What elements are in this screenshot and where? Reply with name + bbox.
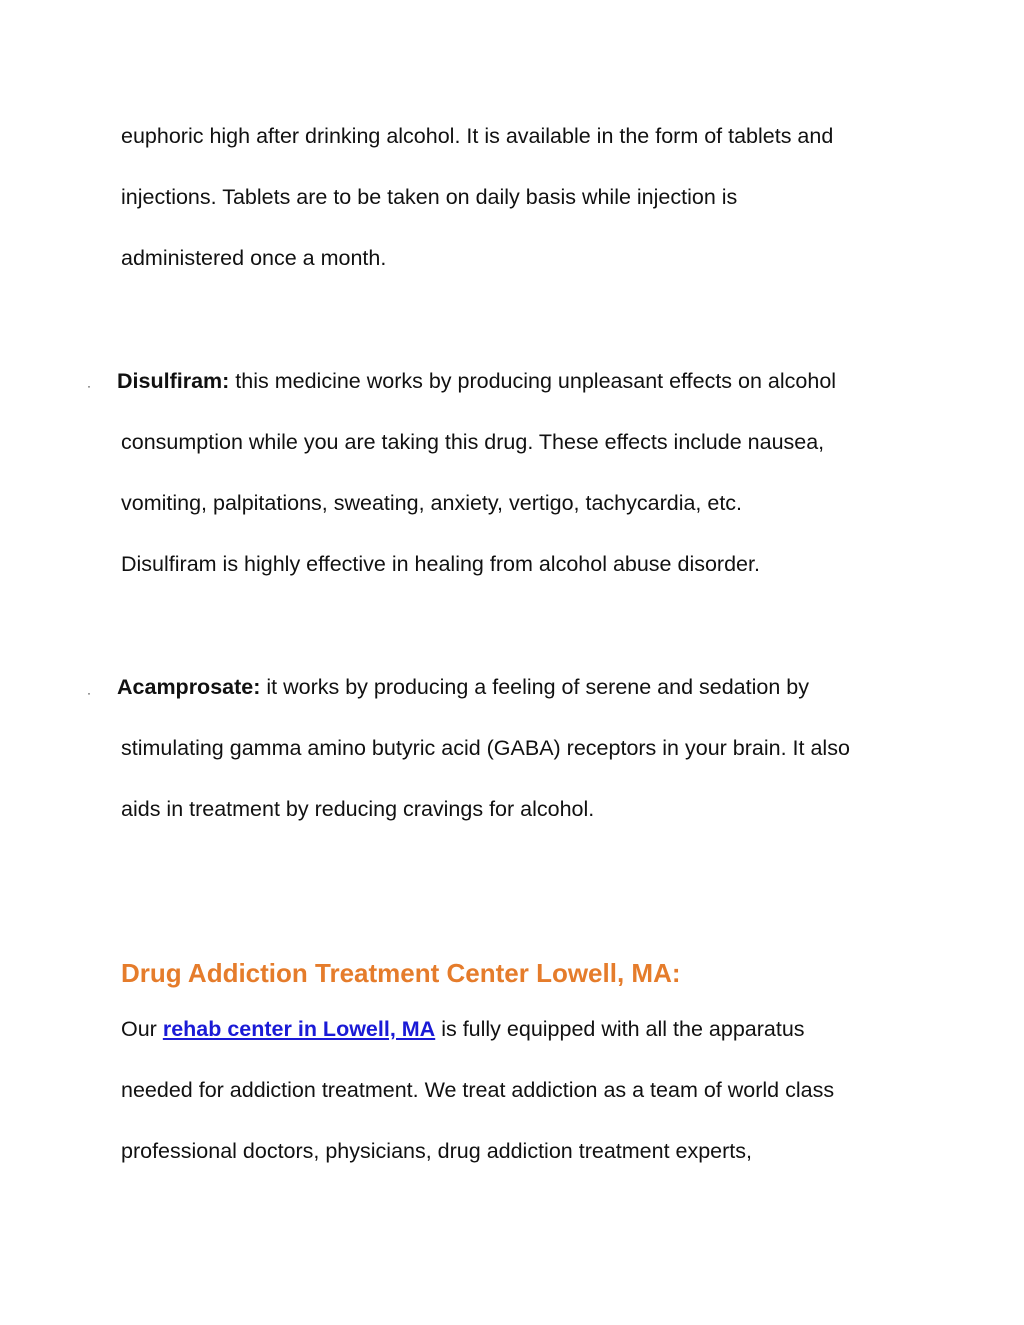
disulfiram-first-line-text: this medicine works by producing unpleasant effects on alcohol (229, 369, 837, 393)
disulfiram-first-line (117, 366, 836, 396)
intro-prefix: Our (121, 1017, 163, 1041)
paragraph-line: injections. Tablets are to be taken on daily basis while injection is (121, 185, 738, 209)
bullet-marker: · (87, 379, 91, 393)
section-heading: Drug Addiction Treatment Center Lowell, MA: (121, 958, 681, 988)
section-intro-line (121, 1014, 805, 1044)
paragraph-line: administered once a month. (121, 246, 387, 270)
disulfiram-term: Disulfiram: (117, 369, 230, 393)
intro-suffix: is fully equipped with all the apparatus (435, 1017, 805, 1041)
acamprosate-first-line (117, 672, 809, 702)
paragraph-line: stimulating gamma amino butyric acid (GABA) receptors in your brain. It also (121, 736, 850, 760)
paragraph-line: Disulfiram is highly effective in healing from alcohol abuse disorder. (121, 552, 760, 576)
paragraph-line: aids in treatment by reducing cravings for alcohol. (121, 797, 595, 821)
rehab-center-link[interactable]: rehab center in Lowell, MA (162, 1017, 436, 1041)
acamprosate-term: Acamprosate: (117, 675, 261, 699)
paragraph-line: euphoric high after drinking alcohol. It is available in the form of tablets and (121, 124, 834, 148)
bullet-marker: · (87, 686, 91, 700)
paragraph-line: consumption while you are taking this drug. These effects include nausea, (121, 430, 825, 454)
paragraph-line: professional doctors, physicians, drug addiction treatment experts, (121, 1139, 752, 1163)
paragraph-line: needed for addiction treatment. We treat addiction as a team of world class (121, 1078, 835, 1102)
paragraph-line: vomiting, palpitations, sweating, anxiety, vertigo, tachycardia, etc. (121, 491, 743, 515)
acamprosate-first-line-text: it works by producing a feeling of serene and sedation by (260, 675, 809, 699)
